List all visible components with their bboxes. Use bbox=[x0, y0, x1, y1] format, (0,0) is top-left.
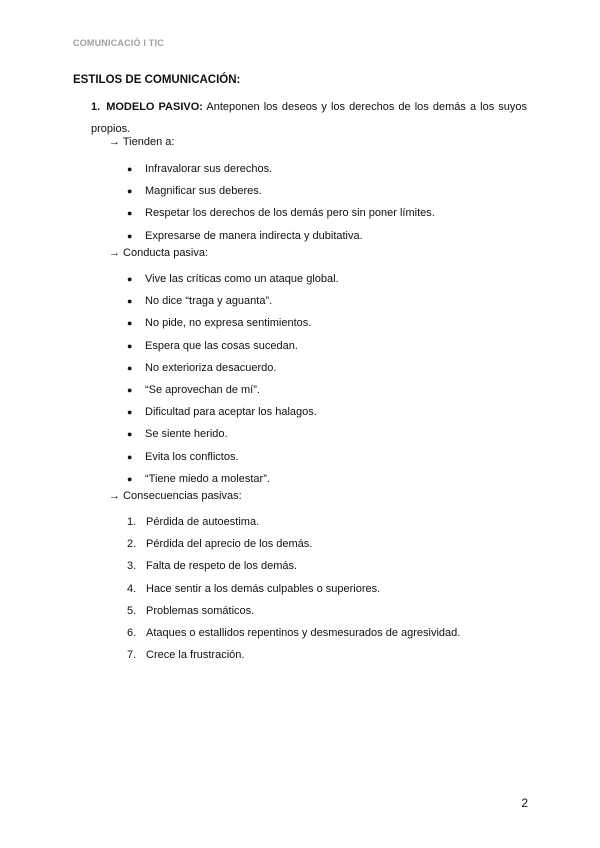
list-item: ● Se siente herido. bbox=[127, 423, 339, 445]
bullet-icon: ● bbox=[127, 429, 133, 440]
bullet-icon: ● bbox=[127, 208, 133, 219]
conducta-list bbox=[127, 268, 339, 490]
list-item: ● Espera que las cosas sucedan. bbox=[127, 335, 339, 357]
list-item: ● Expresarse de manera indirecta y dubitativa. bbox=[127, 225, 435, 247]
list-item: 3. Falta de respeto de los demás. bbox=[127, 560, 298, 573]
bullet-icon: ● bbox=[127, 164, 133, 174]
list-item: 2. Pérdida del aprecio de los demás. bbox=[127, 538, 313, 551]
group-heading-conducta: → Conducta pasiva: bbox=[109, 247, 209, 259]
bullet-icon: ● bbox=[127, 296, 133, 307]
list-item: ● No exterioriza desacuerdo. bbox=[127, 357, 339, 379]
running-header: COMUNICACIÓ I TIC bbox=[73, 38, 164, 48]
section-paragraph bbox=[91, 96, 527, 140]
page-number: 2 bbox=[521, 796, 528, 810]
list-item: 1. Pérdida de autoestima. bbox=[127, 516, 260, 528]
section-number: 1. bbox=[91, 101, 101, 113]
bullet-icon: ● bbox=[127, 230, 133, 241]
bullet-icon: ● bbox=[127, 318, 133, 329]
group-heading-tienden: → Tienden a: bbox=[109, 136, 175, 148]
list-item: ● Magnificar sus deberes. bbox=[127, 180, 435, 202]
bullet-icon: ● bbox=[127, 362, 133, 373]
list-item: ● Infravalorar sus derechos. bbox=[127, 158, 435, 180]
consecuencias-list bbox=[127, 511, 460, 666]
section-text: Anteponen los deseos y los derechos de los demás a los suyos propios. bbox=[91, 101, 527, 135]
bullet-icon: ● bbox=[127, 186, 133, 197]
page-title: ESTILOS DE COMUNICACIÓN: bbox=[73, 74, 241, 86]
list-item: ● No pide, no expresa sentimientos. bbox=[127, 312, 339, 334]
list-item: 6. Ataques o estallidos repentinos y desmesurados de agresividad. bbox=[127, 626, 461, 639]
bullet-icon: ● bbox=[127, 274, 133, 284]
bullet-icon: ● bbox=[127, 407, 133, 418]
bullet-icon: ● bbox=[127, 340, 133, 351]
list-item: ● “Se aprovechan de mí”. bbox=[127, 379, 339, 401]
section-lead: MODELO PASIVO: bbox=[106, 101, 203, 113]
list-item: 7. Crece la frustración. bbox=[127, 649, 245, 662]
list-item: ● Dificultad para aceptar los halagos. bbox=[127, 401, 339, 423]
bullet-icon: ● bbox=[127, 384, 133, 395]
list-item: ● Evita los conflictos. bbox=[127, 446, 339, 468]
list-item: ● “Tiene miedo a molestar”. bbox=[127, 468, 339, 490]
group-heading-consecuencias: → Consecuencias pasivas: bbox=[109, 490, 242, 502]
bullet-icon: ● bbox=[127, 451, 133, 462]
tienden-list bbox=[127, 158, 435, 247]
list-item: ● No dice “traga y aguanta”. bbox=[127, 290, 339, 312]
list-item: ● Respetar los derechos de los demás pero sin poner límites. bbox=[127, 202, 435, 224]
list-item: ● Vive las críticas como un ataque global. bbox=[127, 268, 339, 290]
list-item: 5. Problemas somáticos. bbox=[127, 604, 255, 617]
bullet-icon: ● bbox=[127, 473, 133, 484]
list-item: 4. Hace sentir a los demás culpables o superiores. bbox=[127, 582, 381, 595]
